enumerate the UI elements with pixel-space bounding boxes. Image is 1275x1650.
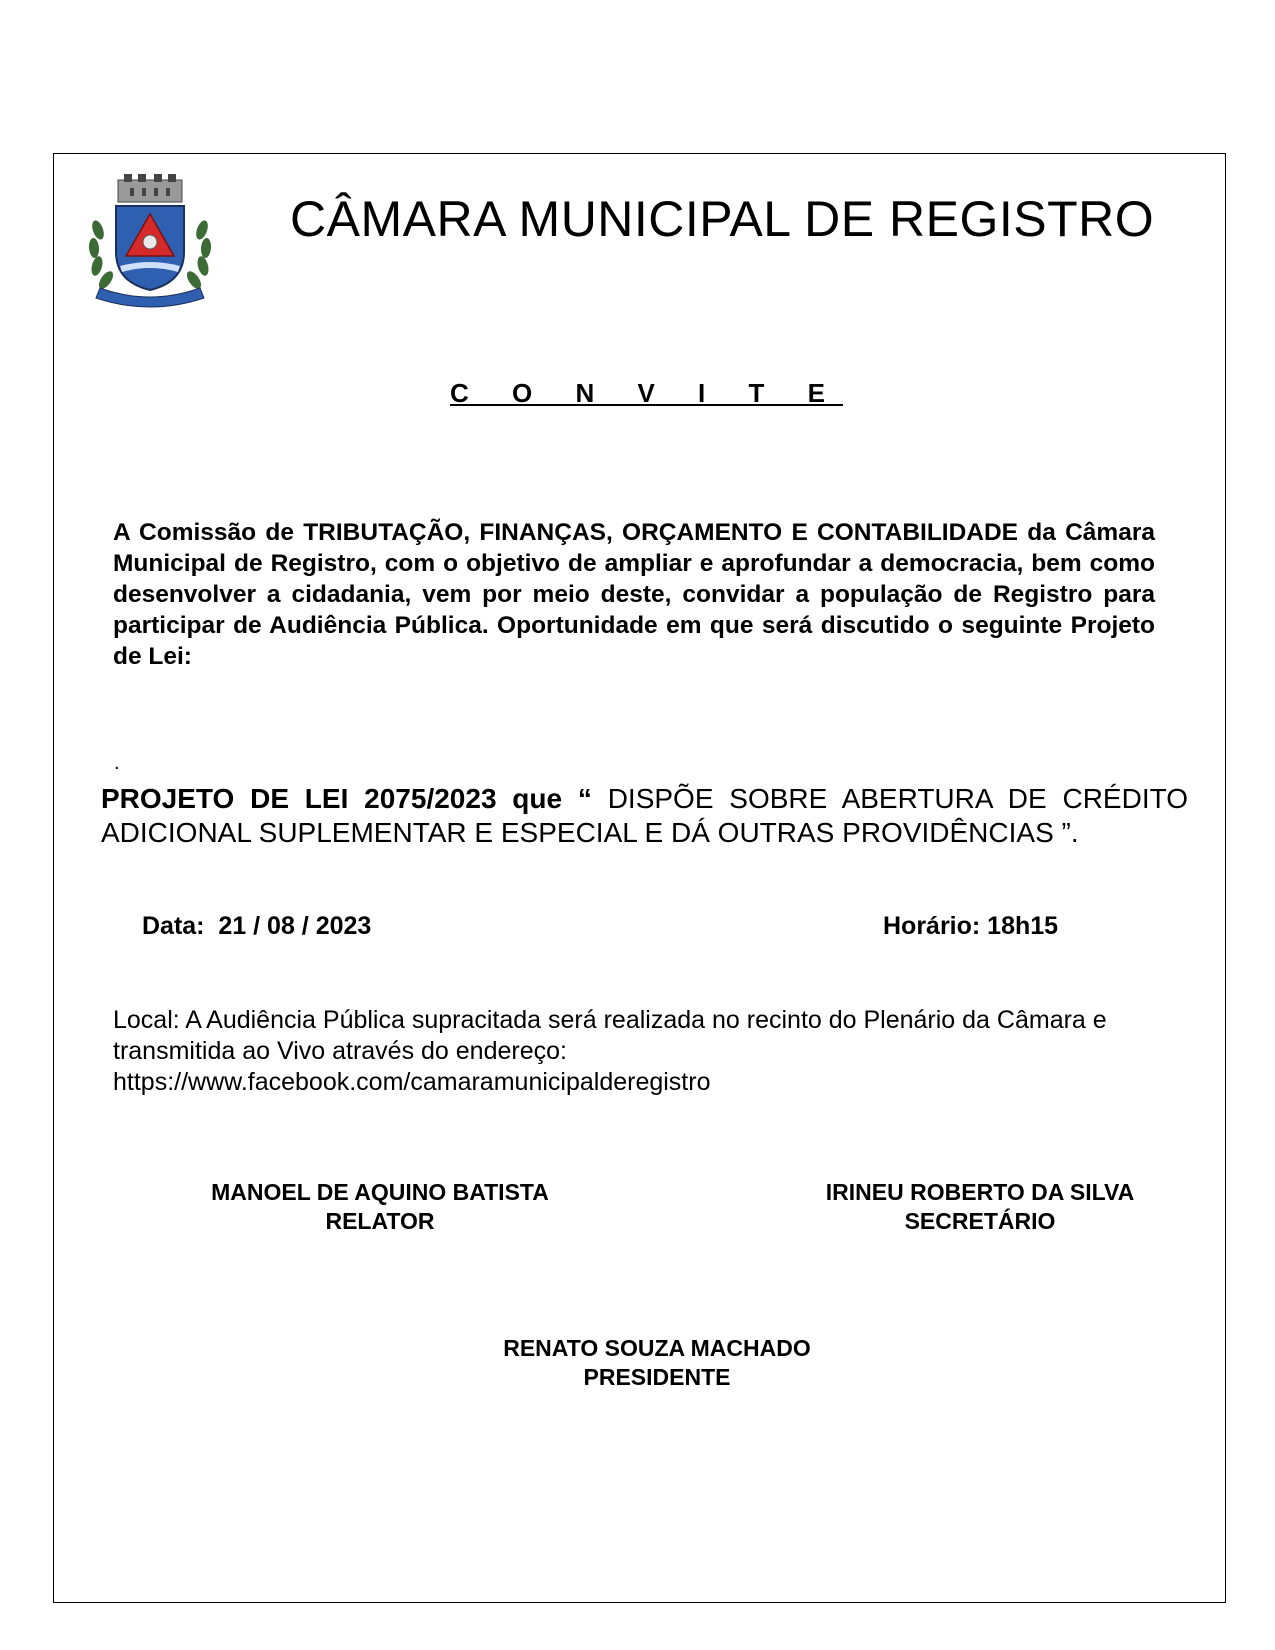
invitation-paragraph: A Comissão de TRIBUTAÇÃO, FINANÇAS, ORÇAMENTO E CONTABILIDADE da Câmara Municipal de Registro, com o objetivo de ampliar e aprofundar a democracia, bem como desenvolver a cidadania, vem por meio deste, convidar a população de Registro para participar de Audiência Pública. Oportunidade em que será discutido o seguinte Projeto de Lei: xyxy=(113,519,1155,670)
event-date: Data: 21 / 08 / 2023 xyxy=(142,912,372,940)
event-location xyxy=(113,1005,1193,1098)
page-title: CÂMARA MUNICIPAL DE REGISTRO xyxy=(290,191,1155,247)
signature-name: RENATO SOUZA MACHADO xyxy=(503,1335,811,1361)
stray-dot: . xyxy=(114,752,120,774)
municipal-coat-of-arms-icon xyxy=(80,170,220,310)
convite-heading xyxy=(0,378,1275,409)
bill-description xyxy=(101,782,1188,850)
signature-role: SECRETÁRIO xyxy=(904,1208,1056,1234)
event-time: Horário: 18h15 xyxy=(883,912,1059,940)
signature-role: RELATOR xyxy=(325,1208,435,1234)
bill-number: PROJETO DE LEI 2075/2023 que “ xyxy=(101,783,592,814)
signature-secretario xyxy=(780,1178,1180,1236)
location-text: Local: A Audiência Pública supracitada será realizada no recinto do Plenário da Câmara e transmitida ao Vivo através do endereço: xyxy=(113,1006,1107,1065)
facebook-url: https://www.facebook.com/camaramunicipalderegistro xyxy=(113,1068,711,1096)
signature-role: PRESIDENTE xyxy=(583,1364,731,1390)
signature-relator xyxy=(180,1178,580,1236)
signature-name: IRINEU ROBERTO DA SILVA xyxy=(825,1179,1135,1205)
signature-presidente xyxy=(437,1334,877,1392)
signature-name: MANOEL DE AQUINO BATISTA xyxy=(211,1179,549,1205)
bill-subject: DISPÕE SOBRE ABERTURA DE CRÉDITO ADICIONAL SUPLEMENTAR E ESPECIAL E DÁ OUTRAS PROVIDÊNCIAS ”. xyxy=(101,783,1188,848)
convite-heading-text: C O N V I T E xyxy=(450,378,843,408)
